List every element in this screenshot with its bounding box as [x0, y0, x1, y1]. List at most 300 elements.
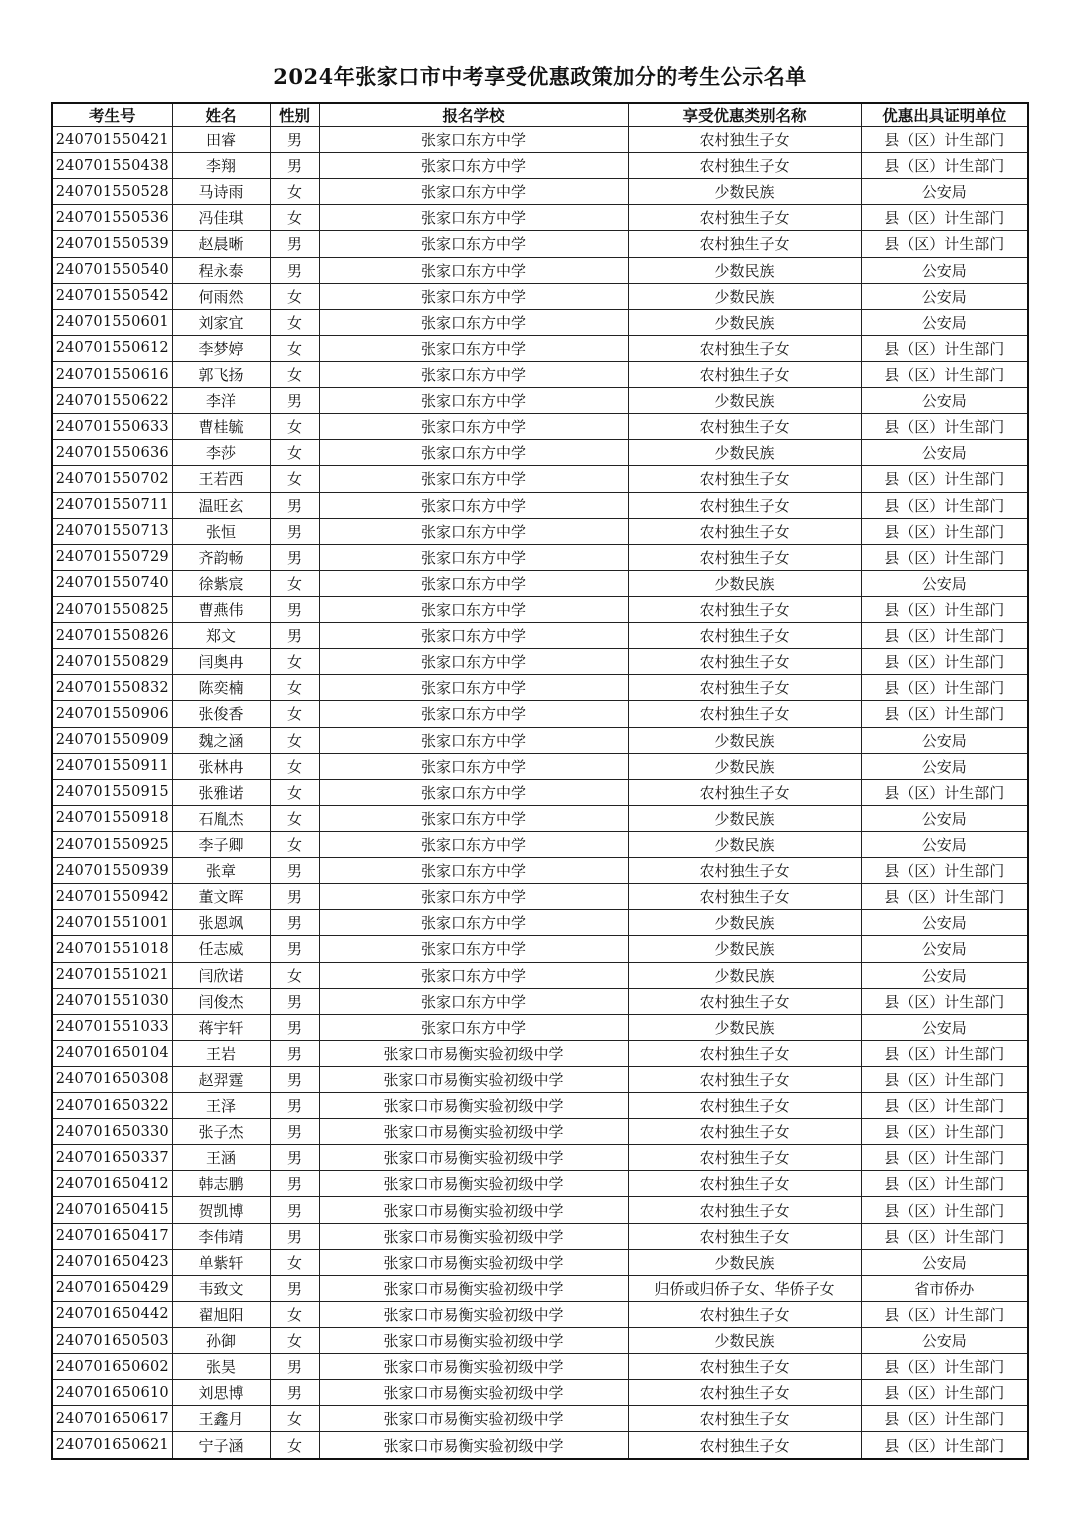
- candidate-id-cell: 240701650330: [52, 1119, 172, 1145]
- table-row: [52, 257, 1028, 283]
- gender-cell: 男: [270, 257, 319, 283]
- name-cell: 张俊香: [172, 701, 270, 727]
- school-cell: 张家口东方中学: [319, 675, 628, 701]
- school-cell: 张家口东方中学: [319, 518, 628, 544]
- table-row: [52, 1040, 1028, 1066]
- category-cell: 少数民族: [628, 570, 861, 596]
- certifier-cell: 县（区）计生部门: [861, 1093, 1028, 1119]
- candidate-id-cell: 240701550438: [52, 153, 172, 179]
- school-cell: 张家口市易衡实验初级中学: [319, 1432, 628, 1459]
- candidate-id-cell: 240701650423: [52, 1249, 172, 1275]
- certifier-cell: 公安局: [861, 1014, 1028, 1040]
- school-cell: 张家口市易衡实验初级中学: [319, 1249, 628, 1275]
- school-cell: 张家口东方中学: [319, 1014, 628, 1040]
- table-row: [52, 1197, 1028, 1223]
- school-cell: 张家口东方中学: [319, 884, 628, 910]
- gender-cell: 男: [270, 518, 319, 544]
- category-cell: 农村独生子女: [628, 231, 861, 257]
- name-cell: 何雨然: [172, 283, 270, 309]
- certifier-cell: 县（区）计生部门: [861, 231, 1028, 257]
- certifier-cell: 县（区）计生部门: [861, 779, 1028, 805]
- table-row: [52, 1145, 1028, 1171]
- candidate-id-cell: 240701550536: [52, 205, 172, 231]
- certifier-cell: 公安局: [861, 805, 1028, 831]
- name-cell: 赵晨晰: [172, 231, 270, 257]
- gender-cell: 男: [270, 884, 319, 910]
- name-cell: 陈奕楠: [172, 675, 270, 701]
- table-row: [52, 701, 1028, 727]
- table-row: [52, 1119, 1028, 1145]
- candidate-id-cell: 240701550421: [52, 127, 172, 153]
- category-cell: 少数民族: [628, 440, 861, 466]
- certifier-cell: 县（区）计生部门: [861, 127, 1028, 153]
- school-cell: 张家口东方中学: [319, 231, 628, 257]
- certifier-cell: 公安局: [861, 440, 1028, 466]
- school-cell: 张家口东方中学: [319, 988, 628, 1014]
- certifier-cell: 公安局: [861, 962, 1028, 988]
- document-title: 2024年张家口市中考享受优惠政策加分的考生公示名单: [273, 64, 807, 89]
- candidate-id-cell: 240701650602: [52, 1354, 172, 1380]
- category-cell: 农村独生子女: [628, 127, 861, 153]
- school-cell: 张家口东方中学: [319, 179, 628, 205]
- gender-cell: 女: [270, 570, 319, 596]
- school-cell: 张家口市易衡实验初级中学: [319, 1354, 628, 1380]
- gender-cell: 男: [270, 858, 319, 884]
- category-cell: 农村独生子女: [628, 518, 861, 544]
- gender-cell: 男: [270, 544, 319, 570]
- certifier-cell: 县（区）计生部门: [861, 701, 1028, 727]
- table-row: [52, 831, 1028, 857]
- table-row: [52, 727, 1028, 753]
- name-cell: 郑文: [172, 623, 270, 649]
- category-cell: 农村独生子女: [628, 1354, 861, 1380]
- candidate-id-cell: 240701550832: [52, 675, 172, 701]
- candidate-id-cell: 240701650610: [52, 1380, 172, 1406]
- gender-cell: 男: [270, 1093, 319, 1119]
- school-cell: 张家口东方中学: [319, 753, 628, 779]
- certifier-cell: 县（区）计生部门: [861, 1432, 1028, 1459]
- gender-cell: 女: [270, 335, 319, 361]
- table-header-row: [52, 103, 1028, 127]
- gender-cell: 女: [270, 205, 319, 231]
- candidate-id-cell: 240701551018: [52, 936, 172, 962]
- school-cell: 张家口市易衡实验初级中学: [319, 1040, 628, 1066]
- school-cell: 张家口东方中学: [319, 779, 628, 805]
- category-cell: 少数民族: [628, 753, 861, 779]
- table-row: [52, 440, 1028, 466]
- table-row: [52, 283, 1028, 309]
- certifier-cell: 县（区）计生部门: [861, 988, 1028, 1014]
- certifier-cell: 公安局: [861, 753, 1028, 779]
- school-cell: 张家口市易衡实验初级中学: [319, 1328, 628, 1354]
- table-row: [52, 1014, 1028, 1040]
- category-cell: 农村独生子女: [628, 649, 861, 675]
- school-cell: 张家口东方中学: [319, 570, 628, 596]
- certifier-cell: 县（区）计生部门: [861, 884, 1028, 910]
- name-cell: 张子杰: [172, 1119, 270, 1145]
- table-row: [52, 335, 1028, 361]
- candidate-id-cell: 240701551033: [52, 1014, 172, 1040]
- school-cell: 张家口东方中学: [319, 858, 628, 884]
- name-cell: 张林冉: [172, 753, 270, 779]
- certifier-cell: 公安局: [861, 727, 1028, 753]
- candidate-id-cell: 240701550939: [52, 858, 172, 884]
- gender-cell: 男: [270, 1197, 319, 1223]
- name-cell: 张恒: [172, 518, 270, 544]
- name-cell: 刘家宜: [172, 309, 270, 335]
- table-row: [52, 388, 1028, 414]
- name-cell: 李洋: [172, 388, 270, 414]
- category-cell: 农村独生子女: [628, 1197, 861, 1223]
- certifier-cell: 县（区）计生部门: [861, 1301, 1028, 1327]
- candidate-id-cell: 240701551001: [52, 910, 172, 936]
- header-certifier: 优惠出具证明单位: [861, 103, 1028, 127]
- table-row: [52, 1093, 1028, 1119]
- name-cell: 石胤杰: [172, 805, 270, 831]
- category-cell: 少数民族: [628, 257, 861, 283]
- candidate-id-cell: 240701550622: [52, 388, 172, 414]
- gender-cell: 男: [270, 1380, 319, 1406]
- category-cell: 少数民族: [628, 309, 861, 335]
- category-cell: 农村独生子女: [628, 205, 861, 231]
- candidate-id-cell: 240701650417: [52, 1223, 172, 1249]
- candidate-id-cell: 240701550915: [52, 779, 172, 805]
- category-cell: 少数民族: [628, 388, 861, 414]
- certifier-cell: 县（区）计生部门: [861, 466, 1028, 492]
- category-cell: 农村独生子女: [628, 1093, 861, 1119]
- school-cell: 张家口东方中学: [319, 649, 628, 675]
- name-cell: 李翔: [172, 153, 270, 179]
- category-cell: 农村独生子女: [628, 492, 861, 518]
- name-cell: 韦致文: [172, 1275, 270, 1301]
- gender-cell: 女: [270, 779, 319, 805]
- table-row: [52, 1432, 1028, 1459]
- candidate-id-cell: 240701650442: [52, 1301, 172, 1327]
- category-cell: 农村独生子女: [628, 596, 861, 622]
- name-cell: 李莎: [172, 440, 270, 466]
- certifier-cell: 省市侨办: [861, 1275, 1028, 1301]
- school-cell: 张家口东方中学: [319, 727, 628, 753]
- category-cell: 农村独生子女: [628, 1301, 861, 1327]
- school-cell: 张家口东方中学: [319, 127, 628, 153]
- certifier-cell: 公安局: [861, 936, 1028, 962]
- category-cell: 农村独生子女: [628, 858, 861, 884]
- header-name: 姓名: [172, 103, 270, 127]
- name-cell: 韩志鹏: [172, 1171, 270, 1197]
- gender-cell: 女: [270, 1301, 319, 1327]
- certifier-cell: 县（区）计生部门: [861, 596, 1028, 622]
- certifier-cell: 县（区）计生部门: [861, 153, 1028, 179]
- school-cell: 张家口东方中学: [319, 414, 628, 440]
- certifier-cell: 县（区）计生部门: [861, 414, 1028, 440]
- certifier-cell: 县（区）计生部门: [861, 1354, 1028, 1380]
- table-row: [52, 414, 1028, 440]
- school-cell: 张家口市易衡实验初级中学: [319, 1223, 628, 1249]
- category-cell: 农村独生子女: [628, 335, 861, 361]
- school-cell: 张家口市易衡实验初级中学: [319, 1406, 628, 1432]
- school-cell: 张家口市易衡实验初级中学: [319, 1119, 628, 1145]
- gender-cell: 女: [270, 701, 319, 727]
- certifier-cell: 县（区）计生部门: [861, 1197, 1028, 1223]
- name-cell: 孙御: [172, 1328, 270, 1354]
- gender-cell: 男: [270, 231, 319, 257]
- name-cell: 王若西: [172, 466, 270, 492]
- table-body: [52, 127, 1028, 1460]
- category-cell: 农村独生子女: [628, 1066, 861, 1092]
- table-row: [52, 988, 1028, 1014]
- school-cell: 张家口东方中学: [319, 466, 628, 492]
- category-cell: 农村独生子女: [628, 1406, 861, 1432]
- name-cell: 闫欣诺: [172, 962, 270, 988]
- table-row: [52, 1249, 1028, 1275]
- category-cell: 少数民族: [628, 831, 861, 857]
- name-cell: 翟旭阳: [172, 1301, 270, 1327]
- candidate-id-cell: 240701550702: [52, 466, 172, 492]
- name-cell: 魏之涵: [172, 727, 270, 753]
- table-row: [52, 1328, 1028, 1354]
- header-candidate-id: 考生号: [52, 103, 172, 127]
- category-cell: 农村独生子女: [628, 1380, 861, 1406]
- table-row: [52, 779, 1028, 805]
- school-cell: 张家口东方中学: [319, 701, 628, 727]
- category-cell: 少数民族: [628, 805, 861, 831]
- category-cell: 农村独生子女: [628, 414, 861, 440]
- name-cell: 张雅诺: [172, 779, 270, 805]
- certifier-cell: 公安局: [861, 831, 1028, 857]
- table-row: [52, 127, 1028, 153]
- table-row: [52, 858, 1028, 884]
- category-cell: 少数民族: [628, 1249, 861, 1275]
- category-cell: 少数民族: [628, 962, 861, 988]
- name-cell: 马诗雨: [172, 179, 270, 205]
- gender-cell: 女: [270, 753, 319, 779]
- category-cell: 少数民族: [628, 1014, 861, 1040]
- school-cell: 张家口市易衡实验初级中学: [319, 1197, 628, 1223]
- certifier-cell: 县（区）计生部门: [861, 205, 1028, 231]
- candidate-id-cell: 240701550918: [52, 805, 172, 831]
- school-cell: 张家口东方中学: [319, 309, 628, 335]
- table-row: [52, 1275, 1028, 1301]
- gender-cell: 女: [270, 727, 319, 753]
- gender-cell: 男: [270, 492, 319, 518]
- certifier-cell: 公安局: [861, 283, 1028, 309]
- candidate-id-cell: 240701550636: [52, 440, 172, 466]
- gender-cell: 女: [270, 440, 319, 466]
- certifier-cell: 公安局: [861, 388, 1028, 414]
- school-cell: 张家口东方中学: [319, 205, 628, 231]
- header-category: 享受优惠类别名称: [628, 103, 861, 127]
- gender-cell: 女: [270, 675, 319, 701]
- certifier-cell: 公安局: [861, 257, 1028, 283]
- gender-cell: 男: [270, 596, 319, 622]
- table-row: [52, 1223, 1028, 1249]
- name-cell: 曹桂毓: [172, 414, 270, 440]
- name-cell: 郭飞扬: [172, 361, 270, 387]
- gender-cell: 女: [270, 1432, 319, 1459]
- school-cell: 张家口市易衡实验初级中学: [319, 1380, 628, 1406]
- name-cell: 蒋宇轩: [172, 1014, 270, 1040]
- name-cell: 王涵: [172, 1145, 270, 1171]
- category-cell: 农村独生子女: [628, 1432, 861, 1459]
- table-row: [52, 544, 1028, 570]
- certifier-cell: 县（区）计生部门: [861, 675, 1028, 701]
- category-cell: 归侨或归侨子女、华侨子女: [628, 1275, 861, 1301]
- category-cell: 农村独生子女: [628, 544, 861, 570]
- table-row: [52, 518, 1028, 544]
- gender-cell: 女: [270, 1249, 319, 1275]
- candidate-id-cell: 240701550616: [52, 361, 172, 387]
- name-cell: 闫奥冉: [172, 649, 270, 675]
- category-cell: 农村独生子女: [628, 675, 861, 701]
- category-cell: 农村独生子女: [628, 884, 861, 910]
- gender-cell: 男: [270, 1275, 319, 1301]
- table-row: [52, 805, 1028, 831]
- category-cell: 少数民族: [628, 283, 861, 309]
- category-cell: 少数民族: [628, 936, 861, 962]
- certifier-cell: 公安局: [861, 570, 1028, 596]
- candidate-id-cell: 240701550942: [52, 884, 172, 910]
- gender-cell: 女: [270, 179, 319, 205]
- table-row: [52, 231, 1028, 257]
- name-cell: 贺凯博: [172, 1197, 270, 1223]
- school-cell: 张家口东方中学: [319, 388, 628, 414]
- certifier-cell: 县（区）计生部门: [861, 623, 1028, 649]
- certifier-cell: 县（区）计生部门: [861, 1223, 1028, 1249]
- name-cell: 张昊: [172, 1354, 270, 1380]
- school-cell: 张家口东方中学: [319, 335, 628, 361]
- table-row: [52, 753, 1028, 779]
- school-cell: 张家口东方中学: [319, 962, 628, 988]
- category-cell: 农村独生子女: [628, 779, 861, 805]
- category-cell: 农村独生子女: [628, 1145, 861, 1171]
- school-cell: 张家口市易衡实验初级中学: [319, 1145, 628, 1171]
- table-row: [52, 1354, 1028, 1380]
- table-row: [52, 623, 1028, 649]
- name-cell: 张章: [172, 858, 270, 884]
- category-cell: 少数民族: [628, 727, 861, 753]
- name-cell: 李子卿: [172, 831, 270, 857]
- certifier-cell: 公安局: [861, 179, 1028, 205]
- gender-cell: 男: [270, 1066, 319, 1092]
- gender-cell: 男: [270, 910, 319, 936]
- gender-cell: 女: [270, 361, 319, 387]
- gender-cell: 男: [270, 1040, 319, 1066]
- name-cell: 赵羿霆: [172, 1066, 270, 1092]
- category-cell: 少数民族: [628, 179, 861, 205]
- gender-cell: 男: [270, 1171, 319, 1197]
- school-cell: 张家口东方中学: [319, 596, 628, 622]
- school-cell: 张家口市易衡实验初级中学: [319, 1171, 628, 1197]
- table-row: [52, 884, 1028, 910]
- candidate-id-cell: 240701650337: [52, 1145, 172, 1171]
- name-cell: 曹燕伟: [172, 596, 270, 622]
- certifier-cell: 公安局: [861, 1328, 1028, 1354]
- gender-cell: 女: [270, 466, 319, 492]
- school-cell: 张家口东方中学: [319, 153, 628, 179]
- candidate-id-cell: 240701550911: [52, 753, 172, 779]
- gender-cell: 男: [270, 1223, 319, 1249]
- candidate-id-cell: 240701551030: [52, 988, 172, 1014]
- gender-cell: 女: [270, 414, 319, 440]
- candidate-id-cell: 240701650308: [52, 1066, 172, 1092]
- table-row: [52, 1380, 1028, 1406]
- name-cell: 齐韵畅: [172, 544, 270, 570]
- candidate-id-cell: 240701550542: [52, 283, 172, 309]
- category-cell: 农村独生子女: [628, 701, 861, 727]
- table-row: [52, 910, 1028, 936]
- candidate-id-cell: 240701550528: [52, 179, 172, 205]
- gender-cell: 男: [270, 623, 319, 649]
- certifier-cell: 县（区）计生部门: [861, 335, 1028, 361]
- candidate-id-cell: 240701550925: [52, 831, 172, 857]
- candidate-id-cell: 240701550826: [52, 623, 172, 649]
- school-cell: 张家口东方中学: [319, 440, 628, 466]
- certifier-cell: 县（区）计生部门: [861, 858, 1028, 884]
- certifier-cell: 县（区）计生部门: [861, 544, 1028, 570]
- category-cell: 农村独生子女: [628, 466, 861, 492]
- gender-cell: 女: [270, 962, 319, 988]
- name-cell: 董文晖: [172, 884, 270, 910]
- certifier-cell: 县（区）计生部门: [861, 1380, 1028, 1406]
- name-cell: 刘思博: [172, 1380, 270, 1406]
- certifier-cell: 公安局: [861, 910, 1028, 936]
- candidate-id-cell: 240701551021: [52, 962, 172, 988]
- candidate-id-cell: 240701550909: [52, 727, 172, 753]
- gender-cell: 女: [270, 831, 319, 857]
- school-cell: 张家口市易衡实验初级中学: [319, 1066, 628, 1092]
- gender-cell: 女: [270, 649, 319, 675]
- candidate-id-cell: 240701550829: [52, 649, 172, 675]
- candidate-id-cell: 240701550740: [52, 570, 172, 596]
- table-row: [52, 179, 1028, 205]
- table-row: [52, 962, 1028, 988]
- name-cell: 王鑫月: [172, 1406, 270, 1432]
- name-cell: 闫俊杰: [172, 988, 270, 1014]
- table-row: [52, 153, 1028, 179]
- school-cell: 张家口市易衡实验初级中学: [319, 1301, 628, 1327]
- school-cell: 张家口市易衡实验初级中学: [319, 1275, 628, 1301]
- category-cell: 少数民族: [628, 1328, 861, 1354]
- header-gender: 性别: [270, 103, 319, 127]
- table-row: [52, 492, 1028, 518]
- gender-cell: 男: [270, 127, 319, 153]
- school-cell: 张家口市易衡实验初级中学: [319, 1093, 628, 1119]
- candidate-id-cell: 240701650412: [52, 1171, 172, 1197]
- school-cell: 张家口东方中学: [319, 361, 628, 387]
- school-cell: 张家口东方中学: [319, 492, 628, 518]
- candidate-id-cell: 240701550825: [52, 596, 172, 622]
- certifier-cell: 县（区）计生部门: [861, 492, 1028, 518]
- category-cell: 农村独生子女: [628, 1223, 861, 1249]
- category-cell: 农村独生子女: [628, 1119, 861, 1145]
- name-cell: 宁子涵: [172, 1432, 270, 1459]
- candidate-id-cell: 240701650429: [52, 1275, 172, 1301]
- name-cell: 张恩飒: [172, 910, 270, 936]
- certifier-cell: 县（区）计生部门: [861, 1040, 1028, 1066]
- school-cell: 张家口东方中学: [319, 936, 628, 962]
- certifier-cell: 公安局: [861, 309, 1028, 335]
- name-cell: 李伟靖: [172, 1223, 270, 1249]
- certifier-cell: 县（区）计生部门: [861, 361, 1028, 387]
- gender-cell: 女: [270, 309, 319, 335]
- table-row: [52, 1171, 1028, 1197]
- school-cell: 张家口东方中学: [319, 283, 628, 309]
- name-cell: 徐紫宸: [172, 570, 270, 596]
- certifier-cell: 县（区）计生部门: [861, 1066, 1028, 1092]
- name-cell: 田睿: [172, 127, 270, 153]
- name-cell: 温旺玄: [172, 492, 270, 518]
- table-row: [52, 936, 1028, 962]
